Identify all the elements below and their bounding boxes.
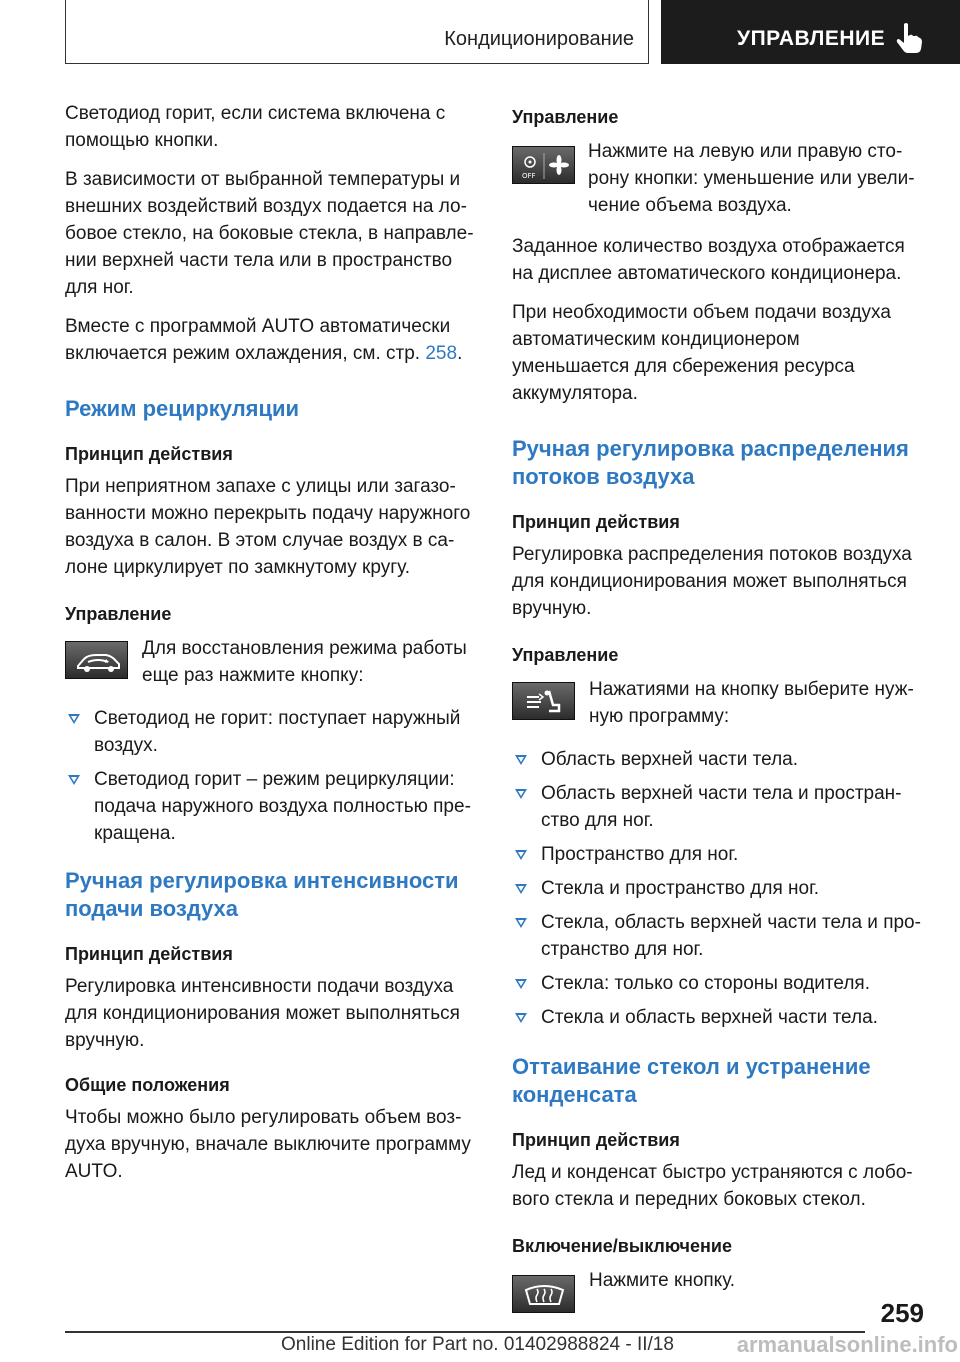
general-heading: Общие положения — [65, 1075, 230, 1095]
defrost-button-image — [512, 1275, 575, 1313]
auto-text: Вместе с программой AUTO автоматически включается режим охлаждения, см. стр. 258. — [65, 316, 463, 364]
defrost-heading: Оттаивание стекол и устранение конденсата — [512, 1054, 871, 1107]
list-item: Стекла: только со стороны водителя. — [512, 970, 922, 997]
principle-heading: Принцип действия — [65, 444, 233, 464]
recirculation-button-image — [65, 641, 128, 679]
intensity-text: Регулировка интенсивности подачи воздуха для кондиционирования может выполняться вручную. — [65, 976, 460, 1051]
list-item: Область верхней части тела. — [512, 746, 922, 773]
control-heading: Управление — [65, 604, 172, 624]
list-item: Область верхней части тела и пространство для ног. — [512, 780, 922, 834]
control-heading: Управление — [512, 107, 619, 127]
fan-display-text: Заданное количество воздуха отображается на дисплее автоматического кондиционера. — [512, 236, 905, 284]
intensity-heading: Ручная регулировка интенсивности подачи воздуха — [65, 868, 459, 921]
principle-heading: Принцип действия — [512, 1130, 680, 1150]
distribution-heading: Ручная регулировка распределения потоков воздуха — [512, 436, 909, 489]
fan-icon — [513, 147, 576, 185]
seat-airflow-icon — [513, 683, 576, 721]
fan-button-text: Нажмите на левую или правую сторону кнопки: уменьшение или увеличение объема воздуха. — [588, 141, 915, 216]
right-column — [512, 100, 922, 1294]
distribution-button-text: Нажатиями на кнопку выберите нужную программу: — [589, 679, 914, 727]
principle-heading: Принцип действия — [512, 512, 680, 532]
fan-button-image — [512, 146, 575, 184]
onoff-heading: Включение/выключение — [512, 1236, 732, 1256]
section-tab — [661, 0, 960, 64]
recirc-button-row — [65, 635, 475, 689]
list-item: Светодиод горит – режим рециркуляции: подача наружного воздуха полностью прекращена. — [65, 766, 475, 847]
section-title: УПРАВЛЕНИЕ — [737, 27, 886, 50]
windshield-defrost-icon — [513, 1276, 576, 1314]
defrost-button-row — [512, 1267, 922, 1294]
left-column — [65, 100, 475, 1185]
list-item: Пространство для ног. — [512, 841, 922, 868]
recirc-button-text: Для восстановления режима работы еще раз нажмите кнопку: — [142, 638, 467, 686]
page-number: 259 — [880, 1298, 924, 1328]
list-item: Стекла и область верхней части тела. — [512, 1004, 922, 1031]
control-heading: Управление — [512, 645, 619, 665]
recirc-list — [65, 705, 475, 847]
recirculation-heading: Режим рециркуляции — [65, 396, 300, 421]
general-text: Чтобы можно было регулировать объем воздуха вручную, вначале выключите программу AUTO. — [65, 1107, 471, 1182]
recirculation-car-icon — [66, 642, 129, 680]
pointing-hand-icon — [895, 22, 923, 54]
distribution-list — [512, 746, 922, 1031]
fan-button-row — [512, 138, 922, 219]
list-item: Стекла, область верхней части тела и пространство для ног. — [512, 909, 922, 963]
distribution-text: Регулировка распределения потоков воздуха для кондиционирования может выполняться вручную. — [512, 544, 912, 619]
distribution-button-row — [512, 676, 922, 730]
airflow-text: В зависимости от выбранной температуры и внешних воздействий воздух подается на лобовое стекло, на боковые стекла, в направлении верхней части тела или в пространство для ног. — [65, 169, 474, 298]
edition-text: Online Edition for Part no. 01402988824 - II/18 — [281, 1334, 674, 1355]
defrost-button-text: Нажмите кнопку. — [589, 1270, 736, 1291]
list-item: Стекла и пространство для ног. — [512, 875, 922, 902]
page-link[interactable]: 258 — [425, 343, 458, 364]
svg-text:OFF: OFF — [522, 172, 536, 180]
led-text: Светодиод горит, если система включена с помощью кнопки. — [65, 103, 446, 151]
list-item: Светодиод не горит: поступает наружный воздух. — [65, 705, 475, 759]
chapter-tab — [65, 0, 649, 64]
defrost-text: Лед и конденсат быстро устраняются с лобового стекла и передних боковых стекол. — [512, 1162, 913, 1210]
chapter-title: Кондиционирование — [444, 28, 634, 50]
recirculation-text: При неприятном запахе с улицы или загазованности можно перекрыть подачу наружного воздуха в салон. В этом случае воздух в салоне циркулирует по замкнутому кругу. — [65, 476, 471, 578]
distribution-button-image — [512, 682, 575, 720]
fan-auto-text: При необходимости объем подачи воздуха автоматическим кондиционером уменьшается для сбережения ресурса аккумулятора. — [512, 302, 891, 404]
watermark: armanualsonline.info — [736, 1332, 958, 1357]
principle-heading: Принцип действия — [65, 944, 233, 964]
